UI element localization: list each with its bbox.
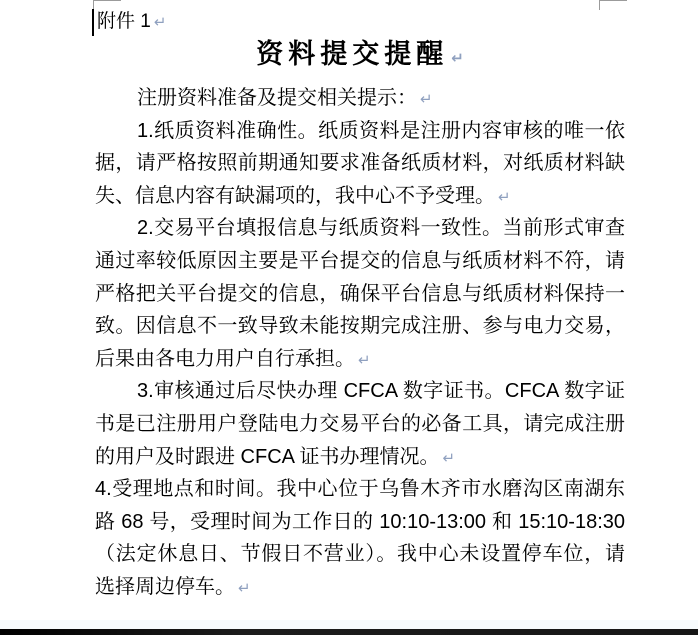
line-text: （法定休息日、节假日不营业）。我中心未设置停车位，请 <box>95 543 625 566</box>
line-text: 3.审核通过后尽快办理 CFCA 数字证书。CFCA 数字证 <box>137 380 625 403</box>
line-text: 失、信息内容有缺漏项的，我中心不予受理。 <box>95 184 495 207</box>
paragraph-line[interactable] <box>95 180 625 213</box>
paragraph-mark-icon: ↵ <box>358 351 371 369</box>
paragraph-line[interactable] <box>95 375 625 408</box>
paragraph-mark-icon: ↵ <box>153 14 167 31</box>
line-text: 致。因信息不一致导致未能按期完成注册、参与电力交易， <box>95 315 625 338</box>
page-bottom-strip <box>0 620 698 629</box>
line-text: 路 68 号，受理时间为工作日的 10:10-13:00 和 15:10-18:30 <box>95 510 625 533</box>
attachment-label[interactable] <box>97 8 166 37</box>
paragraph-line[interactable] <box>95 278 625 311</box>
paragraph-line[interactable] <box>95 115 625 148</box>
line-text: 注册资料准备及提交相关提示： <box>137 87 417 109</box>
line-text: 通过率较低原因主要是平台提交的信息与纸质材料不符，请 <box>95 249 625 272</box>
text-cursor <box>92 9 94 36</box>
line-text: 据，请严格按照前期通知要求准备纸质材料，对纸质材料缺 <box>95 152 625 175</box>
paragraph-line[interactable] <box>95 147 625 180</box>
paragraph-line[interactable] <box>95 571 625 604</box>
paragraph-line[interactable] <box>95 343 625 376</box>
paragraph-mark-icon: ↵ <box>238 579 251 597</box>
line-text: 1.纸质资料准确性。纸质资料是注册内容审核的唯一依 <box>137 119 625 142</box>
paragraph-line[interactable] <box>95 245 625 278</box>
paragraph-mark-icon: ↵ <box>442 449 456 467</box>
paragraph-line[interactable] <box>95 538 625 571</box>
line-text: 的用户及时跟进 CFCA 证书办理情况。 <box>95 445 440 468</box>
paragraph-line[interactable] <box>95 310 625 343</box>
document-title[interactable] <box>95 36 625 77</box>
paragraph-line[interactable] <box>95 82 625 115</box>
paragraph-line[interactable] <box>95 408 625 441</box>
window-bottom-edge <box>0 629 698 635</box>
line-text: 严格把关平台提交的信息，确保平台信息与纸质材料保持一 <box>95 282 625 305</box>
paragraph-mark-icon: ↵ <box>451 50 464 67</box>
paragraph-line[interactable] <box>95 473 625 506</box>
paragraph-mark-icon: ↵ <box>498 188 511 206</box>
text-boundary-mark-top-right <box>599 0 627 10</box>
attachment-label-text: 附件 1 <box>97 11 151 32</box>
line-text: 后果由各电力用户自行承担。 <box>95 347 355 370</box>
paragraph-line[interactable] <box>95 441 625 474</box>
document-title-text: 资料提交提醒 <box>256 39 449 69</box>
line-text: 书是已注册用户登陆电力交易平台的必备工具，请完成注册 <box>95 412 625 435</box>
paragraph-line[interactable] <box>95 212 625 245</box>
paragraph-mark-icon: ↵ <box>420 91 433 108</box>
line-text: 选择周边停车。 <box>95 575 235 598</box>
line-text: 4.受理地点和时间。我中心位于乌鲁木齐市水磨沟区南湖东 <box>95 478 625 501</box>
line-text: 2.交易平台填报信息与纸质资料一致性。当前形式审查 <box>137 217 625 240</box>
paragraph-line[interactable] <box>95 506 625 539</box>
document-body[interactable] <box>95 82 625 604</box>
